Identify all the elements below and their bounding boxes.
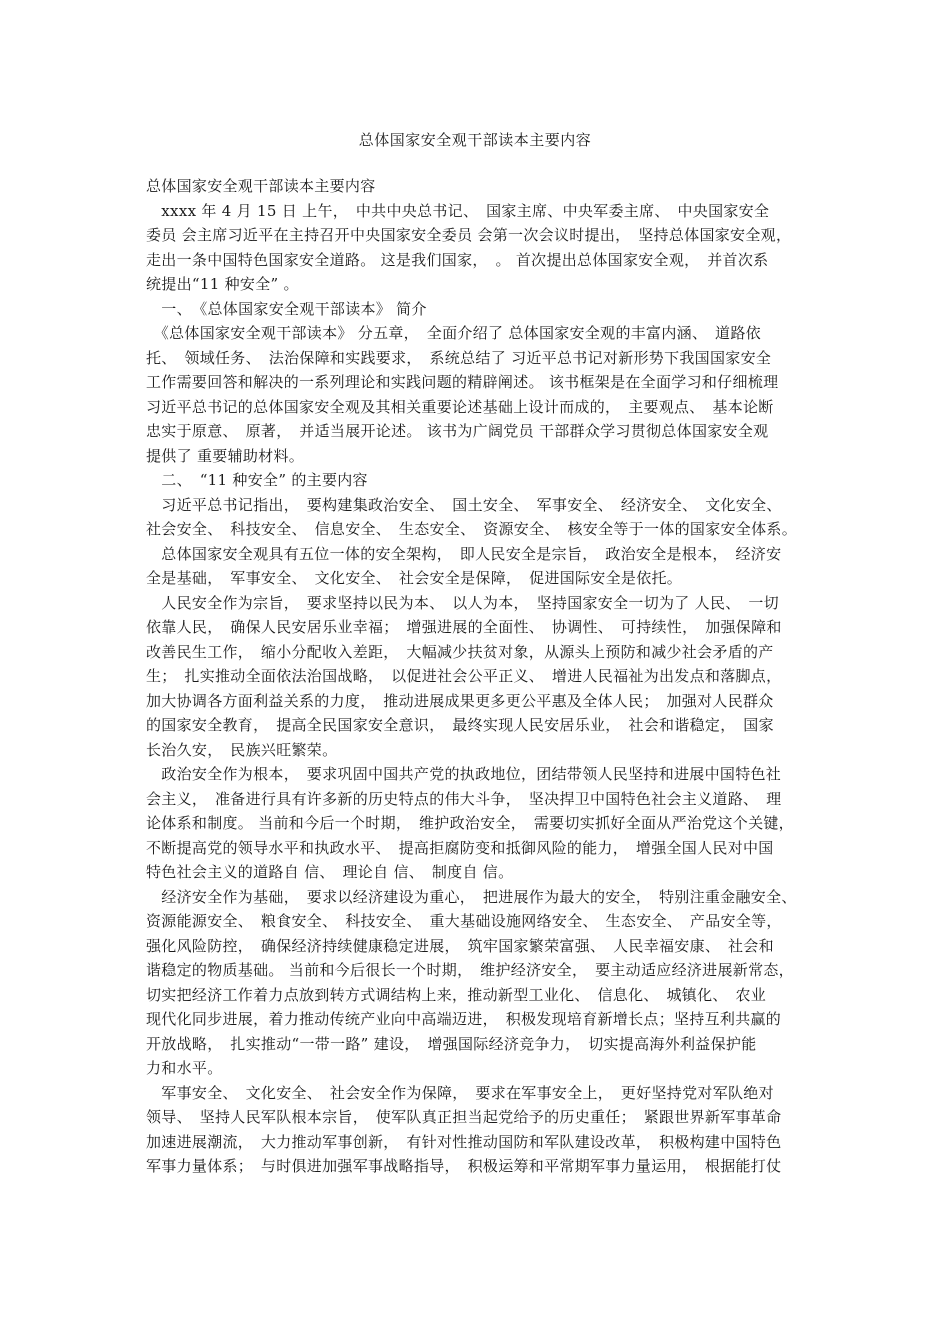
- text-line: 人民安全作为宗旨， 要求坚持以民为本、 以人为本， 坚持国家安全一切为了 人民、 一切: [146, 593, 779, 612]
- text-line: 总体国家安全观干部读本主要内容: [146, 177, 376, 195]
- text-line: 强化风险防控， 确保经济持续健康稳定进展， 筑牢国家繁荣富强、 人民幸福安康、 社会和: [146, 936, 774, 955]
- text-line: 政治安全作为根本， 要求巩固中国共产党的执政地位，团结带领人民坚持和进展中国特色社: [146, 765, 782, 783]
- text-line: 领导、 坚持人民军队根本宗旨， 使军队真正担当起党给予的历史重任； 紧跟世界新军事革命: [146, 1108, 782, 1126]
- text-line: 全是基础， 军事安全、 文化安全、 社会安全是保障， 促进国际安全是依托。: [146, 569, 683, 587]
- text-line: 社会安全、 科技安全、 信息安全、 生态安全、 资源安全、 核安全等于一体的国家安全体系。: [146, 520, 798, 538]
- text-line: 现代化同步进展，着力推动传统产业向中高端迈进， 积极发现培育新增长点；坚持互利共赢的: [146, 1010, 782, 1028]
- text-line: 的国家安全教育， 提高全民国家安全意识， 最终实现人民安居乐业， 社会和谐稳定， 国家: [146, 716, 774, 734]
- text-line: 经济安全作为基础， 要求以经济建设为重心， 把进展作为最大的安全， 特别注重金融安全、: [146, 887, 797, 906]
- text-line: 总体国家安全观具有五位一体的安全架构， 即人民安全是宗旨， 政治安全是根本， 经济安: [146, 544, 782, 563]
- text-line: 走出一条中国特色国家安全道路。 这是我们国家， 。 首次提出总体国家安全观， 并首次系: [146, 250, 769, 269]
- document-title: 总体国家安全观干部读本主要内容: [358, 131, 592, 149]
- text-line: 加大协调各方面利益关系的力度， 推动进展成果更多更公平惠及全体人民； 加强对人民群众: [146, 691, 774, 710]
- text-line: 论体系和制度。 当前和今后一个时期， 维护政治安全， 需要切实抓好全面从严治党这个关键，: [146, 814, 794, 832]
- text-line: 谐稳定的物质基础。 当前和今后很长一个时期， 维护经济安全， 要主动适应经济进展新常态，: [146, 961, 794, 979]
- text-line: 二、 “11 种安全” 的主要内容: [146, 471, 368, 489]
- text-line: 委员 会主席习近平在主持召开中央国家安全委员 会第一次会议时提出， 坚持总体国家安全观，: [146, 226, 792, 244]
- text-line: 特色社会主义的道路自 信、 理论自 信、 制度自 信。: [146, 863, 514, 881]
- text-line: 军事安全、 文化安全、 社会安全作为保障， 要求在军事安全上， 更好坚持党对军队绝对: [146, 1083, 774, 1102]
- text-line: 加速进展潮流， 大力推动军事创新， 有针对性推动国防和军队建设改革， 积极构建中国特色: [146, 1132, 782, 1151]
- text-line: 托、 领域任务、 法治保障和实践要求， 系统总结了 习近平总书记对新形势下我国国家安全: [146, 348, 772, 367]
- text-line: 开放战略， 扎实推动“一带一路” 建设， 增强国际经济竞争力， 切实提高海外利益保护能: [146, 1034, 757, 1053]
- text-line: 军事力量体系； 与时俱进加强军事战略指导， 积极运筹和平常期军事力量运用， 根据能打仗: [146, 1157, 782, 1175]
- text-line: 改善民生工作， 缩小分配收入差距， 大幅减少扶贫对象，从源头上预防和减少社会矛盾的产: [146, 642, 774, 661]
- text-line: 提供了 重要辅助材料。: [146, 446, 305, 465]
- text-line: 会主义， 准备进行具有许多新的历史特点的伟大斗争， 坚决捍卫中国特色社会主义道路、 理: [146, 789, 782, 808]
- text-line: 长治久安， 民族兴旺繁荣。: [146, 740, 338, 759]
- text-line: 切实把经济工作着力点放到转方式调结构上来，推动新型工业化、 信息化、 城镇化、 农业: [146, 985, 767, 1004]
- text-line: 工作需要回答和解决的一系列理论和实践问题的精辟阐述。 该书框架是在全面学习和仔细梳理: [146, 373, 779, 391]
- text-line: 忠实于原意、 原著， 并适当展开论述。 该书为广阔党员 干部群众学习贯彻总体国家安全观: [146, 422, 769, 440]
- text-line: 力和水平。: [146, 1059, 223, 1077]
- document-body: [146, 174, 810, 1179]
- text-line: 习近平总书记指出， 要构建集政治安全、 国土安全、 军事安全、 经济安全、 文化安全、: [146, 495, 782, 514]
- text-line: 生； 扎实推动全面依法治国战略， 以促进社会公平正义、 增进人民福祉为出发点和落脚点，: [146, 667, 782, 685]
- text-line: 一、 《总体国家安全观干部读本》 简介: [146, 299, 427, 318]
- text-line: 习近平总书记的总体国家安全观及其相关重要论述基础上设计而成的， 主要观点、 基本论断: [146, 397, 774, 416]
- text-line: xxxx 年 4 月 15 日 上午， 中共中央总书记、 国家主席、中央军委主席、 中央国家安全: [146, 201, 770, 220]
- text-line: 《总体国家安全观干部读本》 分五章， 全面介绍了 总体国家安全观的丰富内涵、 道路依: [146, 324, 761, 342]
- text-line: 资源能源安全、 粮食安全、 科技安全、 重大基础设施网络安全、 生态安全、 产品安全等，: [146, 912, 782, 930]
- text-line: 统提出“11 种安全” 。: [146, 275, 299, 293]
- text-line: 依靠人民， 确保人民安居乐业幸福； 增强进展的全面性、 协调性、 可持续性， 加强保障和: [146, 618, 782, 636]
- text-line: 不断提高党的领导水平和执政水平、 提高拒腐防变和抵御风险的能力， 增强全国人民对中国: [146, 838, 774, 857]
